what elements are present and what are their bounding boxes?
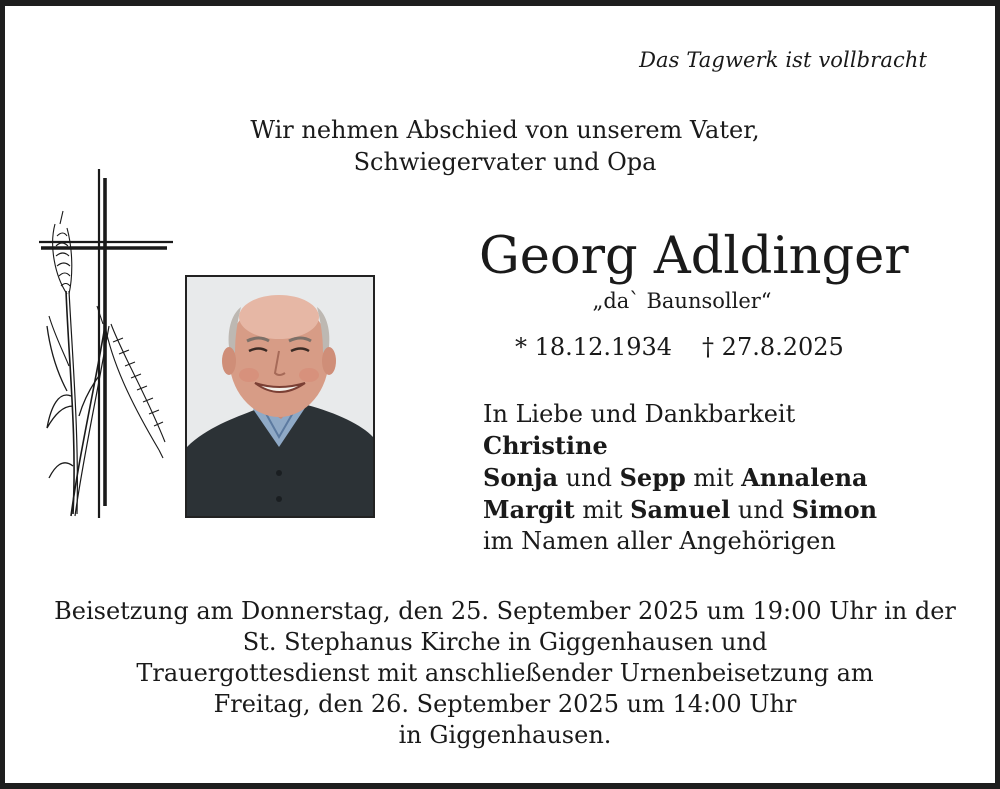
- funeral-line-4: Freitag, den 26. September 2025 um 14:00 Uhr: [213, 690, 797, 718]
- funeral-line-3: Trauergottesdienst mit anschließender Urnenbeisetzung am: [136, 659, 874, 687]
- family-member: Sepp: [619, 463, 686, 492]
- cross-with-wheat-icon: [33, 166, 179, 521]
- funeral-line-2: St. Stephanus Kirche in Giggenhausen und: [242, 628, 768, 656]
- deceased-nickname: „da` Baunsoller“: [592, 289, 772, 313]
- family-intro: In Liebe und Dankbarkeit: [483, 400, 796, 428]
- connector-word: und: [737, 496, 785, 524]
- funeral-line-5: in Giggenhausen.: [398, 721, 612, 749]
- family-block: [483, 399, 877, 557]
- connector-word: und: [565, 464, 612, 492]
- portrait-photo: [185, 275, 375, 518]
- birth-date: * 18.12.1934: [515, 333, 673, 361]
- family-member: Sonja: [483, 463, 559, 492]
- family-line-1: [483, 430, 877, 462]
- family-member: Simon: [791, 495, 878, 524]
- family-member: Margit: [483, 495, 575, 524]
- funeral-line-1: Beisetzung am Donnerstag, den 25. September 2025 um 19:00 Uhr in der: [54, 597, 956, 625]
- connector-word: mit: [582, 496, 623, 524]
- death-date: † 27.8.2025: [702, 333, 844, 361]
- intro-line-1: Wir nehmen Abschied von unserem Vater,: [250, 116, 760, 144]
- deceased-name: Georg Adldinger: [479, 227, 909, 286]
- family-member: Samuel: [630, 495, 731, 524]
- family-line-3: [483, 494, 877, 526]
- funeral-details: [5, 596, 1000, 751]
- family-line-2: [483, 462, 877, 494]
- connector-word: mit: [693, 464, 734, 492]
- family-closing: im Namen aller Angehörigen: [483, 527, 836, 555]
- intro-line-2: Schwiegervater und Opa: [353, 148, 657, 176]
- motto: Das Tagwerk ist vollbracht: [639, 48, 927, 72]
- family-member: Annalena: [741, 463, 868, 492]
- life-dates: [515, 333, 844, 361]
- family-member: Christine: [483, 431, 608, 460]
